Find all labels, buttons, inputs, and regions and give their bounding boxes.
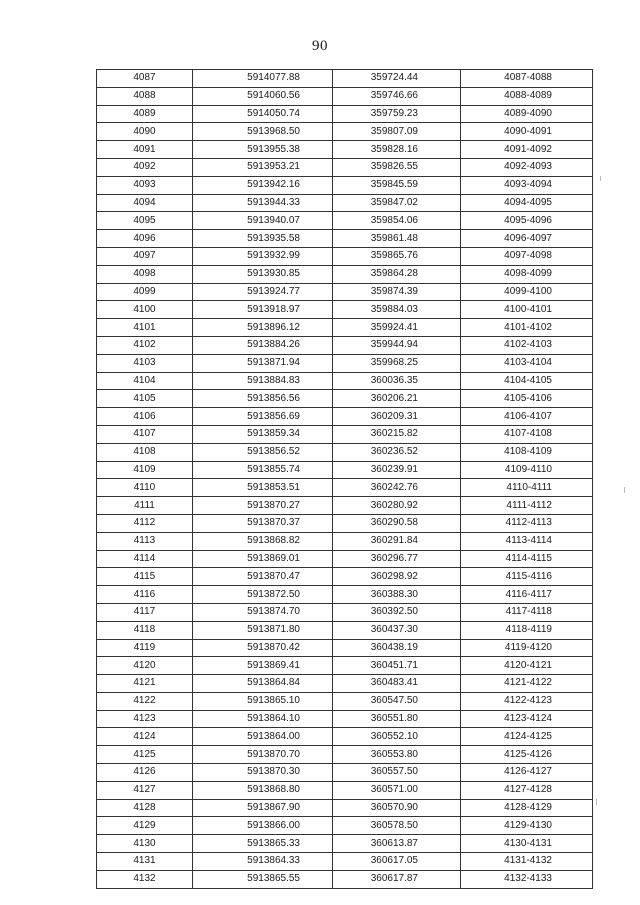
y-coordinate-cell: 360617.05 — [333, 853, 461, 871]
table-row — [97, 568, 593, 586]
table-row — [97, 70, 593, 88]
y-coordinate-cell: 359826.55 — [333, 158, 461, 176]
x-coordinate-cell: 5913856.52 — [193, 443, 333, 461]
coordinates-table-body — [97, 70, 593, 889]
x-coordinate-cell: 5913870.30 — [193, 764, 333, 782]
y-coordinate-cell: 359865.76 — [333, 247, 461, 265]
segment-cell: 4087-4088 — [461, 70, 593, 88]
x-coordinate-cell: 5913855.74 — [193, 461, 333, 479]
segment-cell: 4110-4111 — [461, 479, 593, 497]
x-coordinate-cell: 5913859.34 — [193, 425, 333, 443]
x-coordinate-cell: 5913853.51 — [193, 479, 333, 497]
point-number-cell: 4115 — [97, 568, 193, 586]
x-coordinate-cell: 5913864.10 — [193, 710, 333, 728]
y-coordinate-cell: 360388.30 — [333, 586, 461, 604]
segment-cell: 4093-4094 — [461, 176, 593, 194]
table-row — [97, 230, 593, 248]
point-number-cell: 4113 — [97, 532, 193, 550]
table-row — [97, 514, 593, 532]
segment-cell: 4101-4102 — [461, 319, 593, 337]
table-row — [97, 265, 593, 283]
x-coordinate-cell: 5913871.94 — [193, 354, 333, 372]
segment-cell: 4091-4092 — [461, 141, 593, 159]
x-coordinate-cell: 5913940.07 — [193, 212, 333, 230]
table-row — [97, 764, 593, 782]
point-number-cell: 4104 — [97, 372, 193, 390]
y-coordinate-cell: 360215.82 — [333, 425, 461, 443]
y-coordinate-cell: 360291.84 — [333, 532, 461, 550]
scan-mark — [624, 487, 625, 493]
y-coordinate-cell: 359845.59 — [333, 176, 461, 194]
x-coordinate-cell: 5913870.37 — [193, 514, 333, 532]
y-coordinate-cell: 360290.58 — [333, 514, 461, 532]
y-coordinate-cell: 359847.02 — [333, 194, 461, 212]
x-coordinate-cell: 5913874.70 — [193, 603, 333, 621]
segment-cell: 4131-4132 — [461, 853, 593, 871]
segment-cell: 4092-4093 — [461, 158, 593, 176]
x-coordinate-cell: 5913935.58 — [193, 230, 333, 248]
table-row — [97, 283, 593, 301]
point-number-cell: 4093 — [97, 176, 193, 194]
table-row — [97, 408, 593, 426]
y-coordinate-cell: 360547.50 — [333, 692, 461, 710]
segment-cell: 4100-4101 — [461, 301, 593, 319]
x-coordinate-cell: 5913896.12 — [193, 319, 333, 337]
y-coordinate-cell: 359861.48 — [333, 230, 461, 248]
table-row — [97, 728, 593, 746]
point-number-cell: 4103 — [97, 354, 193, 372]
table-row — [97, 123, 593, 141]
table-row — [97, 425, 593, 443]
x-coordinate-cell: 5913864.33 — [193, 853, 333, 871]
segment-cell: 4126-4127 — [461, 764, 593, 782]
segment-cell: 4107-4108 — [461, 425, 593, 443]
segment-cell: 4090-4091 — [461, 123, 593, 141]
segment-cell: 4129-4130 — [461, 817, 593, 835]
segment-cell: 4105-4106 — [461, 390, 593, 408]
point-number-cell: 4116 — [97, 586, 193, 604]
y-coordinate-cell: 359746.66 — [333, 87, 461, 105]
table-row — [97, 817, 593, 835]
point-number-cell: 4111 — [97, 497, 193, 515]
table-row — [97, 176, 593, 194]
x-coordinate-cell: 5913884.83 — [193, 372, 333, 390]
segment-cell: 4102-4103 — [461, 336, 593, 354]
y-coordinate-cell: 360209.31 — [333, 408, 461, 426]
table-row — [97, 212, 593, 230]
point-number-cell: 4091 — [97, 141, 193, 159]
table-row — [97, 835, 593, 853]
y-coordinate-cell: 359968.25 — [333, 354, 461, 372]
y-coordinate-cell: 360578.50 — [333, 817, 461, 835]
segment-cell: 4116-4117 — [461, 586, 593, 604]
segment-cell: 4130-4131 — [461, 835, 593, 853]
segment-cell: 4122-4123 — [461, 692, 593, 710]
segment-cell: 4097-4098 — [461, 247, 593, 265]
point-number-cell: 4092 — [97, 158, 193, 176]
segment-cell: 4120-4121 — [461, 657, 593, 675]
point-number-cell: 4096 — [97, 230, 193, 248]
y-coordinate-cell: 360451.71 — [333, 657, 461, 675]
table-row — [97, 158, 593, 176]
y-coordinate-cell: 360617.87 — [333, 870, 461, 888]
y-coordinate-cell: 360551.80 — [333, 710, 461, 728]
segment-cell: 4127-4128 — [461, 781, 593, 799]
x-coordinate-cell: 5913869.01 — [193, 550, 333, 568]
segment-cell: 4109-4110 — [461, 461, 593, 479]
x-coordinate-cell: 5913867.90 — [193, 799, 333, 817]
y-coordinate-cell: 359828.16 — [333, 141, 461, 159]
point-number-cell: 4126 — [97, 764, 193, 782]
table-row — [97, 621, 593, 639]
point-number-cell: 4130 — [97, 835, 193, 853]
x-coordinate-cell: 5913871.80 — [193, 621, 333, 639]
point-number-cell: 4128 — [97, 799, 193, 817]
point-number-cell: 4101 — [97, 319, 193, 337]
segment-cell: 4117-4118 — [461, 603, 593, 621]
point-number-cell: 4119 — [97, 639, 193, 657]
table-row — [97, 443, 593, 461]
x-coordinate-cell: 5913932.99 — [193, 247, 333, 265]
table-row — [97, 319, 593, 337]
x-coordinate-cell: 5913870.27 — [193, 497, 333, 515]
point-number-cell: 4088 — [97, 87, 193, 105]
y-coordinate-cell: 359759.23 — [333, 105, 461, 123]
table-row — [97, 550, 593, 568]
point-number-cell: 4105 — [97, 390, 193, 408]
segment-cell: 4119-4120 — [461, 639, 593, 657]
y-coordinate-cell: 360553.80 — [333, 746, 461, 764]
point-number-cell: 4087 — [97, 70, 193, 88]
x-coordinate-cell: 5914077.88 — [193, 70, 333, 88]
point-number-cell: 4118 — [97, 621, 193, 639]
table-row — [97, 479, 593, 497]
x-coordinate-cell: 5914050.74 — [193, 105, 333, 123]
x-coordinate-cell: 5913864.00 — [193, 728, 333, 746]
segment-cell: 4103-4104 — [461, 354, 593, 372]
segment-cell: 4115-4116 — [461, 568, 593, 586]
table-row — [97, 194, 593, 212]
table-row — [97, 87, 593, 105]
y-coordinate-cell: 359854.06 — [333, 212, 461, 230]
x-coordinate-cell: 5913884.26 — [193, 336, 333, 354]
table-row — [97, 461, 593, 479]
scan-mark — [600, 176, 601, 181]
point-number-cell: 4129 — [97, 817, 193, 835]
point-number-cell: 4095 — [97, 212, 193, 230]
x-coordinate-cell: 5913856.69 — [193, 408, 333, 426]
point-number-cell: 4122 — [97, 692, 193, 710]
y-coordinate-cell: 360392.50 — [333, 603, 461, 621]
point-number-cell: 4108 — [97, 443, 193, 461]
x-coordinate-cell: 5913968.50 — [193, 123, 333, 141]
segment-cell: 4089-4090 — [461, 105, 593, 123]
y-coordinate-cell: 360552.10 — [333, 728, 461, 746]
segment-cell: 4132-4133 — [461, 870, 593, 888]
table-row — [97, 141, 593, 159]
y-coordinate-cell: 359924.41 — [333, 319, 461, 337]
x-coordinate-cell: 5913869.41 — [193, 657, 333, 675]
point-number-cell: 4117 — [97, 603, 193, 621]
segment-cell: 4095-4096 — [461, 212, 593, 230]
y-coordinate-cell: 360206.21 — [333, 390, 461, 408]
point-number-cell: 4107 — [97, 425, 193, 443]
point-number-cell: 4110 — [97, 479, 193, 497]
x-coordinate-cell: 5913872.50 — [193, 586, 333, 604]
segment-cell: 4111-4112 — [461, 497, 593, 515]
table-row — [97, 799, 593, 817]
x-coordinate-cell: 5913865.33 — [193, 835, 333, 853]
table-row — [97, 639, 593, 657]
x-coordinate-cell: 5913870.42 — [193, 639, 333, 657]
segment-cell: 4108-4109 — [461, 443, 593, 461]
x-coordinate-cell: 5913924.77 — [193, 283, 333, 301]
table-row — [97, 781, 593, 799]
y-coordinate-cell: 359884.03 — [333, 301, 461, 319]
y-coordinate-cell: 360036.35 — [333, 372, 461, 390]
segment-cell: 4124-4125 — [461, 728, 593, 746]
table-row — [97, 247, 593, 265]
scan-mark — [596, 799, 597, 805]
segment-cell: 4099-4100 — [461, 283, 593, 301]
y-coordinate-cell: 360483.41 — [333, 675, 461, 693]
y-coordinate-cell: 359724.44 — [333, 70, 461, 88]
point-number-cell: 4124 — [97, 728, 193, 746]
point-number-cell: 4112 — [97, 514, 193, 532]
point-number-cell: 4100 — [97, 301, 193, 319]
segment-cell: 4088-4089 — [461, 87, 593, 105]
y-coordinate-cell: 360236.52 — [333, 443, 461, 461]
x-coordinate-cell: 5913870.47 — [193, 568, 333, 586]
point-number-cell: 4109 — [97, 461, 193, 479]
x-coordinate-cell: 5913953.21 — [193, 158, 333, 176]
point-number-cell: 4089 — [97, 105, 193, 123]
segment-cell: 4128-4129 — [461, 799, 593, 817]
x-coordinate-cell: 5913868.80 — [193, 781, 333, 799]
point-number-cell: 4132 — [97, 870, 193, 888]
x-coordinate-cell: 5913864.84 — [193, 675, 333, 693]
point-number-cell: 4097 — [97, 247, 193, 265]
table-row — [97, 372, 593, 390]
point-number-cell: 4099 — [97, 283, 193, 301]
segment-cell: 4121-4122 — [461, 675, 593, 693]
table-row — [97, 853, 593, 871]
table-row — [97, 532, 593, 550]
x-coordinate-cell: 5913870.70 — [193, 746, 333, 764]
table-row — [97, 692, 593, 710]
table-row — [97, 336, 593, 354]
y-coordinate-cell: 360296.77 — [333, 550, 461, 568]
y-coordinate-cell: 360280.92 — [333, 497, 461, 515]
segment-cell: 4094-4095 — [461, 194, 593, 212]
table-row — [97, 657, 593, 675]
point-number-cell: 4106 — [97, 408, 193, 426]
x-coordinate-cell: 5913942.16 — [193, 176, 333, 194]
segment-cell: 4104-4105 — [461, 372, 593, 390]
segment-cell: 4118-4119 — [461, 621, 593, 639]
y-coordinate-cell: 360613.87 — [333, 835, 461, 853]
segment-cell: 4096-4097 — [461, 230, 593, 248]
table-row — [97, 746, 593, 764]
page-number: 90 — [312, 38, 328, 54]
y-coordinate-cell: 360570.90 — [333, 799, 461, 817]
x-coordinate-cell: 5913944.33 — [193, 194, 333, 212]
point-number-cell: 4123 — [97, 710, 193, 728]
x-coordinate-cell: 5913930.85 — [193, 265, 333, 283]
point-number-cell: 4120 — [97, 657, 193, 675]
table-row — [97, 497, 593, 515]
x-coordinate-cell: 5913918.97 — [193, 301, 333, 319]
x-coordinate-cell: 5913865.10 — [193, 692, 333, 710]
y-coordinate-cell: 360239.91 — [333, 461, 461, 479]
x-coordinate-cell: 5913865.55 — [193, 870, 333, 888]
point-number-cell: 4127 — [97, 781, 193, 799]
point-number-cell: 4121 — [97, 675, 193, 693]
table-row — [97, 301, 593, 319]
segment-cell: 4114-4115 — [461, 550, 593, 568]
y-coordinate-cell: 359874.39 — [333, 283, 461, 301]
table-row — [97, 870, 593, 888]
table-row — [97, 603, 593, 621]
point-number-cell: 4098 — [97, 265, 193, 283]
y-coordinate-cell: 360242.76 — [333, 479, 461, 497]
x-coordinate-cell: 5913868.82 — [193, 532, 333, 550]
y-coordinate-cell: 359807.09 — [333, 123, 461, 141]
table-row — [97, 354, 593, 372]
segment-cell: 4098-4099 — [461, 265, 593, 283]
segment-cell: 4106-4107 — [461, 408, 593, 426]
x-coordinate-cell: 5913866.00 — [193, 817, 333, 835]
segment-cell: 4123-4124 — [461, 710, 593, 728]
table-row — [97, 390, 593, 408]
point-number-cell: 4102 — [97, 336, 193, 354]
y-coordinate-cell: 360438.19 — [333, 639, 461, 657]
point-number-cell: 4114 — [97, 550, 193, 568]
table-row — [97, 710, 593, 728]
y-coordinate-cell: 360437.30 — [333, 621, 461, 639]
point-number-cell: 4131 — [97, 853, 193, 871]
x-coordinate-cell: 5913856.56 — [193, 390, 333, 408]
y-coordinate-cell: 360298.92 — [333, 568, 461, 586]
point-number-cell: 4094 — [97, 194, 193, 212]
table-row — [97, 586, 593, 604]
segment-cell: 4113-4114 — [461, 532, 593, 550]
y-coordinate-cell: 359944.94 — [333, 336, 461, 354]
x-coordinate-cell: 5914060.56 — [193, 87, 333, 105]
table-row — [97, 675, 593, 693]
y-coordinate-cell: 360557.50 — [333, 764, 461, 782]
x-coordinate-cell: 5913955.38 — [193, 141, 333, 159]
table-row — [97, 105, 593, 123]
point-number-cell: 4090 — [97, 123, 193, 141]
y-coordinate-cell: 359864.28 — [333, 265, 461, 283]
coordinates-table — [96, 69, 593, 889]
segment-cell: 4125-4126 — [461, 746, 593, 764]
y-coordinate-cell: 360571.00 — [333, 781, 461, 799]
segment-cell: 4112-4113 — [461, 514, 593, 532]
point-number-cell: 4125 — [97, 746, 193, 764]
